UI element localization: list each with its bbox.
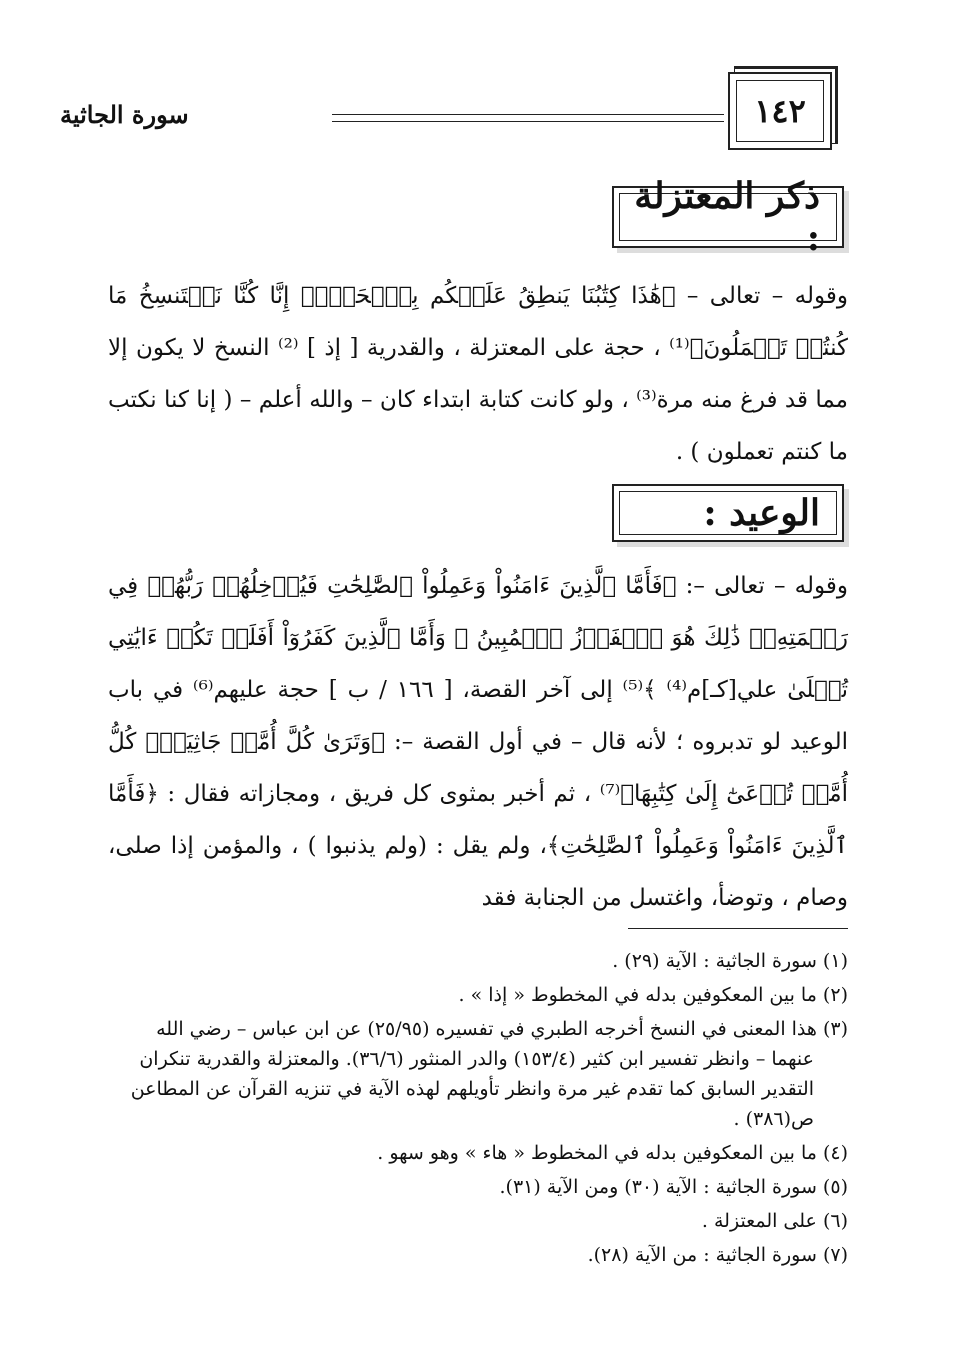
footnote-3: (٣) هذا المعنى في النسخ أخرجه الطبري في تفسيره (٢٥/٩٥) عن ابن عباس – رضي الله عنهما – وانظر تفسير ابن كثير (١٥٣/٤) والدر المنثور (٣٦/٦). والمعتزلة والقدرية تنكران التقدير السابق كما تقدم غير مرة وانظر تأويلهم لهذه الآية في تنزيه القرآن عن المطاعن ص(٣٨٦) . [130, 1018, 848, 1130]
footnote-2: (٢) ما بين المعكوفين بدله في المخطوط « إذا » . [458, 984, 848, 1006]
footnotes [108, 946, 848, 1274]
footnote-5: (٥) سورة الجاثية : الآية (٣٠) ومن الآية (٣١). [499, 1176, 848, 1198]
footnote-rule [628, 928, 848, 929]
footnote-7: (٧) سورة الجاثية : من الآية (٢٨). [587, 1244, 848, 1266]
footnote-1: (١) سورة الجاثية : الآية (٢٩) . [612, 950, 848, 972]
body-paragraph-2: وقوله – تعالى –: ﴿فَأَمَّا ٱلَّذِينَ ءَامَنُواْ وَعَمِلُواْ ٱلصَّٰلِحَٰتِ فَيُدۡخِلُهُمۡ رَبُّهُمۡ فِي رَحۡمَتِهِۦۚ ذَٰلِكَ هُوَ ٱلۡفَوۡزُ ٱلۡمُبِينُ ۞ وَأَمَّا ٱلَّذِينَ كَفَرُوٓاْ أَفَلَمۡ تَكُنۡ ءَايَٰتِي تُتۡلَىٰ علي[كـ]م⁽⁴⁾ ﴾⁽⁵⁾ إلى آخر القصة، [ ١٦٦ / ب ] حجة عليهم⁽⁶⁾ في باب الوعيد لو تدبروه ؛ لأنه قال – في أول القصة –: ﴿وَتَرَىٰ كُلَّ أُمَّةٖ جَاثِيَةٗۚ كُلُّ أُمَّةٖ تُدۡعَىٰٓ إِلَىٰ كِتَٰبِهَا﴾⁽⁷⁾ ، ثم أخبر بمثوى كل فريق ، ومجازاته فقال : ﴿فَأَمَّا ٱلَّذِينَ ءَامَنُواْ وَعَمِلُواْ ٱلصَّٰلِحَٰتِ﴾، ولم يقل : (ولم يذنبوا ) ، والمؤمن إذا صلى، وصام ، وتوضأ، واغتسل من الجنابة فقد [108, 573, 849, 911]
footnote-6: (٦) على المعتزلة . [701, 1210, 848, 1232]
header-rule [332, 114, 724, 122]
section-heading-mutazila [612, 175, 844, 259]
section-heading-text: الوعيد : [703, 492, 820, 534]
running-title: سورة الجاثية [60, 100, 189, 129]
footnote-4: (٤) ما بين المعكوفين بدله في المخطوط « هاء » وهو سهو . [377, 1142, 848, 1164]
section-heading-text: ذكر المعتزلة : [634, 175, 820, 259]
page-number-box [728, 72, 832, 150]
page-number: ١٤٢ [754, 92, 806, 130]
section-heading-waeed [612, 484, 844, 542]
body-paragraph-1: وقوله – تعالى – ﴿هَٰذَا كِتَٰبُنَا يَنطِقُ عَلَيۡكُم بِٱلۡحَقِّۚ إِنَّا كُنَّا نَسۡتَنسِخُ مَا كُنتُمۡ تَعۡمَلُونَ﴾⁽¹⁾ ، حجة على المعتزلة ، والقدرية [ إذ ] ⁽²⁾ النسخ لا يكون إلا مما قد فرغ منه مرة⁽³⁾ ، ولو كانت كتابة ابتداء كان – والله أعلم – ( إنا كنا نكتب ما كنتم تعملون ) . [108, 283, 848, 465]
